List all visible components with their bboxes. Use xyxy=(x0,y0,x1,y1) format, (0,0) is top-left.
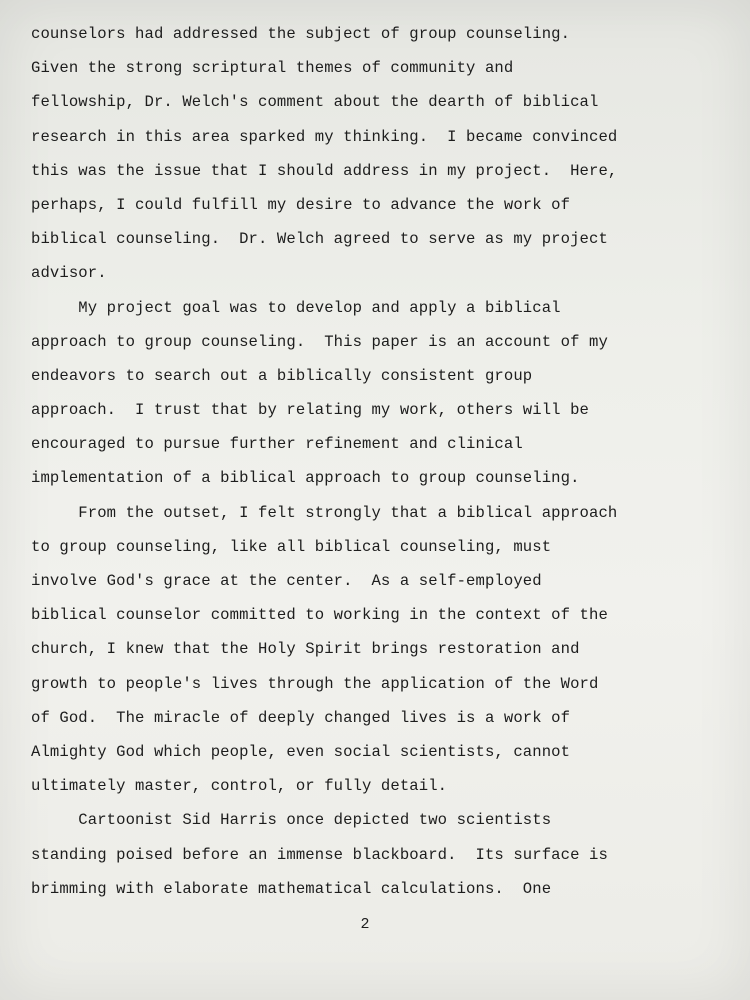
text-line: approach to group counseling. This paper is an account of my xyxy=(31,332,608,351)
text-line: Almighty God which people, even social scientists, cannot xyxy=(31,742,571,761)
text-line: fellowship, Dr. Welch's comment about the dearth of biblical xyxy=(31,93,599,112)
text-line: Given the strong scriptural themes of community and xyxy=(31,59,514,78)
text-line: approach. I trust that by relating my work, others will be xyxy=(31,401,590,420)
text-line: From the outset, I felt strongly that a biblical approach xyxy=(31,503,618,522)
text-line: biblical counselor committed to working in the context of the xyxy=(31,606,608,625)
text-line: implementation of a biblical approach to group counseling. xyxy=(31,469,580,488)
text-line: growth to people's lives through the application of the Word xyxy=(31,674,599,693)
text-line: church, I knew that the Holy Spirit brings restoration and xyxy=(31,640,580,659)
text-line: encouraged to pursue further refinement and clinical xyxy=(31,435,523,454)
page-number: 2 xyxy=(360,916,370,933)
text-line: endeavors to search out a biblically consistent group xyxy=(31,366,533,385)
text-line: this was the issue that I should address in my project. Here, xyxy=(31,161,618,180)
text-line: brimming with elaborate mathematical calculations. One xyxy=(31,879,552,898)
text-line: My project goal was to develop and apply a biblical xyxy=(31,298,561,317)
text-line: counselors had addressed the subject of group counseling. xyxy=(31,25,571,43)
text-line: involve God's grace at the center. As a self-employed xyxy=(31,572,542,590)
text-line: standing poised before an immense blackboard. Its surface is xyxy=(31,845,608,864)
text-line: Cartoonist Sid Harris once depicted two scientists xyxy=(31,811,552,830)
body-text xyxy=(31,17,721,906)
text-line: to group counseling, like all biblical counseling, must xyxy=(31,537,552,556)
text-line: advisor. xyxy=(31,264,107,283)
text-line: perhaps, I could fulfill my desire to advance the work of xyxy=(31,195,571,214)
text-line: research in this area sparked my thinking. I became convinced xyxy=(31,127,618,146)
text-line: ultimately master, control, or fully detail. xyxy=(31,777,448,796)
text-line: biblical counseling. Dr. Welch agreed to serve as my project xyxy=(31,230,608,249)
text-line: of God. The miracle of deeply changed lives is a work of xyxy=(31,708,571,727)
